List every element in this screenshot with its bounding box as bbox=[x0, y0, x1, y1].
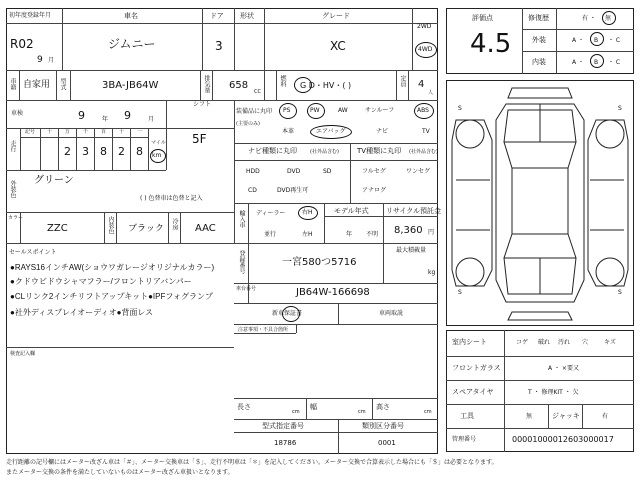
grade: XC bbox=[330, 39, 346, 53]
inspection-year: 9 bbox=[78, 109, 85, 122]
drive-2wd: 2WD bbox=[417, 23, 432, 30]
equip-item: PS bbox=[283, 107, 291, 114]
doors: 3 bbox=[215, 39, 223, 53]
height-label: 高さ bbox=[376, 403, 390, 411]
sales-point-line: ●社外ディスプレイオーディオ●背面レス bbox=[10, 308, 154, 317]
exterior-grade-value: B bbox=[594, 37, 599, 44]
equip-item: エアバッグ bbox=[316, 128, 346, 135]
plate-label: 登録番号 bbox=[238, 250, 245, 274]
tools-label: 工具 bbox=[460, 412, 474, 420]
spare-label: スペアタイヤ bbox=[452, 388, 494, 396]
exterior-color-label: 外装色 bbox=[9, 180, 16, 198]
fuel-label: 燃料 bbox=[279, 75, 286, 87]
equip-item: AW bbox=[338, 107, 348, 114]
equip-item: ABS bbox=[417, 107, 429, 114]
shift-label: シフト bbox=[193, 101, 212, 108]
capacity-unit: 人 bbox=[428, 90, 434, 96]
inspector-label: 検査記入欄 bbox=[10, 351, 36, 357]
navi-item: CD bbox=[248, 187, 257, 194]
exterior-color-note: ( ) 色替車は色替と記入 bbox=[140, 195, 203, 202]
memo-label: 注意事項・不具合箇所 bbox=[238, 327, 289, 333]
tv-item: ワンセグ bbox=[406, 168, 431, 175]
width-unit: cm bbox=[358, 409, 366, 415]
max-load-unit: kg bbox=[428, 269, 436, 276]
model-label: 型式 bbox=[59, 78, 66, 90]
car-name-label: 車名 bbox=[124, 12, 138, 20]
displacement-value: 658 bbox=[229, 80, 249, 91]
mileage-digit: 3 bbox=[82, 145, 89, 158]
mileage-place-label: 十 bbox=[119, 129, 125, 135]
tools-value: 無 bbox=[526, 413, 533, 420]
equip-item: サンルーフ bbox=[365, 107, 395, 114]
navi-item: SD bbox=[323, 168, 332, 175]
category-label: 類別区分番号 bbox=[362, 422, 404, 430]
tv-item: アナログ bbox=[362, 187, 387, 194]
recycle-value: 8,360 bbox=[394, 225, 423, 236]
capacity-value: 4 bbox=[418, 79, 425, 90]
grade-c: ・ C bbox=[608, 59, 621, 66]
max-load-label: 最大積載量 bbox=[396, 247, 427, 254]
inspection-month: 9 bbox=[124, 109, 131, 122]
equipment-label: 装備品に丸印 bbox=[236, 108, 273, 115]
handle-left: 左H bbox=[302, 231, 313, 238]
navi-item: HDD bbox=[246, 168, 260, 175]
interior-grade-label: 内装 bbox=[532, 58, 546, 66]
model-year-unknown: 不明 bbox=[366, 231, 379, 238]
grade-a: A ・ bbox=[572, 37, 585, 44]
mileage-place-label: 万 bbox=[65, 129, 71, 135]
mileage-grid bbox=[20, 128, 148, 170]
repair-value: 無 bbox=[605, 15, 612, 22]
handle-right: 右H bbox=[302, 209, 313, 216]
sales-point-line: ●CLリンク2インチリフトアップキット●IPFフォグランプ bbox=[10, 292, 213, 301]
inspection-label: 車検 bbox=[11, 110, 24, 117]
equip-item: 本革 bbox=[282, 128, 295, 135]
mileage-digit: 8 bbox=[100, 145, 107, 158]
car-name: ジムニー bbox=[108, 37, 156, 51]
color-code-label: カラー bbox=[8, 215, 24, 221]
diagram-side-label: S bbox=[618, 289, 622, 296]
equip-item: ナビ bbox=[376, 128, 389, 135]
grade-c: ・ C bbox=[608, 37, 621, 44]
diagram-side-label: S bbox=[618, 105, 622, 112]
seat-item: 穴 bbox=[582, 339, 589, 346]
seat-item: キズ bbox=[604, 339, 616, 346]
length-label: 長さ bbox=[237, 403, 251, 411]
mileage-place-label: 記号 bbox=[25, 129, 36, 135]
model-value: 3BA-JB64W bbox=[102, 80, 159, 91]
grade-a: A ・ bbox=[572, 59, 585, 66]
model-year-label: モデル年式 bbox=[334, 207, 369, 215]
repair-options: 有 ・ bbox=[582, 15, 596, 22]
height-unit: cm bbox=[424, 409, 432, 415]
seat-item: 汚れ bbox=[558, 339, 571, 346]
navi-item: DVD bbox=[287, 168, 301, 175]
drive-4wd: 4WD bbox=[418, 46, 433, 53]
type-designation-label: 型式指定番号 bbox=[262, 422, 304, 430]
interior-color-label: 内装色 bbox=[107, 216, 114, 234]
mileage-label: 走行 bbox=[9, 140, 16, 152]
first-reg-month-unit: 月 bbox=[48, 57, 55, 64]
exterior-grade-label: 外装 bbox=[532, 36, 546, 44]
jack-label: ジャッキ bbox=[552, 412, 580, 420]
navi-title: ナビ種類に丸印 bbox=[248, 147, 297, 155]
fuel-value: G D・HV・( ) bbox=[300, 81, 352, 90]
use-label: 車籍 bbox=[9, 78, 16, 90]
first-reg-era: R02 bbox=[10, 37, 34, 51]
capacity-label: 定員 bbox=[399, 75, 406, 87]
seat-item: コゲ bbox=[516, 339, 529, 346]
shape-label: 形状 bbox=[240, 12, 254, 20]
tv-item: フルセグ bbox=[362, 168, 386, 175]
mgmt-value: 00001000012603000017 bbox=[512, 435, 614, 444]
import-dealer: ディーラー bbox=[256, 210, 286, 217]
mgmt-label: 管理番号 bbox=[452, 436, 477, 443]
ac-value: AAC bbox=[195, 223, 216, 234]
equipment-sublabel: (主要のみ) bbox=[236, 121, 260, 127]
sales-point-line: ●クドウビドウシャマフラー/フロントリアバンパー bbox=[10, 277, 192, 286]
mileage-place-label: 千 bbox=[83, 129, 89, 135]
length-unit: cm bbox=[292, 409, 300, 415]
navi-item: DVD再生可 bbox=[277, 187, 309, 194]
chassis-label: 車台番号 bbox=[236, 286, 257, 292]
color-code-value: ZZC bbox=[47, 223, 68, 234]
mileage-digit: 2 bbox=[64, 145, 71, 158]
navi-note: (社外品含む) bbox=[310, 149, 339, 155]
sales-point-line: ●RAYS16インチAW(ショウワガレージオリジナルカラー) bbox=[10, 263, 215, 272]
equip-item: PW bbox=[310, 107, 320, 114]
width-label: 幅 bbox=[310, 403, 317, 411]
ac-label: 冷房 bbox=[171, 218, 178, 230]
import-parallel: 並行 bbox=[264, 231, 277, 238]
mileage-place-label: 十 bbox=[47, 129, 53, 135]
mileage-km: km bbox=[152, 152, 162, 159]
grade-label: グレード bbox=[322, 12, 350, 20]
jack-value: 有 bbox=[602, 413, 609, 420]
recycle-label: リサイクル預託金 bbox=[386, 207, 442, 215]
cc-unit: CC bbox=[254, 89, 261, 95]
eval-label: 評価点 bbox=[472, 14, 493, 22]
glass-value: A ・ ×要又 bbox=[548, 365, 579, 372]
displacement-label: 排気量 bbox=[203, 75, 210, 93]
mileage-digit: 2 bbox=[118, 145, 125, 158]
glass-label: フロントガラス bbox=[452, 364, 501, 372]
equip-item: TV bbox=[422, 128, 430, 135]
diagram-side-label: S bbox=[458, 289, 462, 296]
footer-note-2: またメーター交換の条件を満たしていないものはメーター改ざん車扱いとなります。 bbox=[6, 469, 234, 476]
chassis-value: JB64W-166698 bbox=[296, 287, 370, 298]
spare-value: T ・ 修理KIT ・ 欠 bbox=[528, 389, 579, 396]
category-value: 0001 bbox=[378, 439, 396, 447]
tv-note: (社外品含む) bbox=[409, 149, 438, 155]
tv-title: TV種類に丸印 bbox=[357, 147, 402, 155]
plate-value: 一宮580つ5716 bbox=[282, 257, 357, 268]
inspection-month-unit: 月 bbox=[148, 116, 155, 123]
car-outline-diagram bbox=[446, 80, 634, 326]
shift-value: 5F bbox=[192, 132, 207, 146]
door-label: ドア bbox=[210, 12, 224, 20]
sales-points-label: セールスポイント bbox=[9, 249, 57, 256]
seat-item: 破れ bbox=[538, 339, 551, 346]
model-year-unit: 年 bbox=[346, 231, 353, 238]
eval-score: 4.5 bbox=[470, 29, 512, 59]
footer-note-1: 走行距離の記号欄にはメーター改ざん車は「＃」、メーター交換車は「＄」、走行不明車は「＊」を記入してください。メーター交換で合算表示した場合にも「＄」は必要となります。 bbox=[6, 459, 498, 466]
type-designation-value: 18786 bbox=[274, 439, 297, 447]
first-reg-label: 初年度登録年月 bbox=[9, 12, 52, 19]
exterior-color-value: グリーン bbox=[34, 175, 74, 186]
inspection-year-unit: 年 bbox=[102, 116, 109, 123]
interior-grade-value: B bbox=[594, 59, 599, 66]
new-car-guarantee: 新車保証書 bbox=[272, 310, 303, 317]
owner-manual: 車両取説 bbox=[379, 310, 404, 317]
mileage-place-label: 百 bbox=[101, 129, 107, 135]
mileage-digit: 8 bbox=[136, 145, 143, 158]
repair-label: 修復歴 bbox=[528, 14, 549, 22]
first-reg-month: 9 bbox=[37, 55, 43, 65]
mileage-place-label: 一 bbox=[137, 129, 143, 135]
interior-seat-label: 室内シート bbox=[452, 338, 487, 346]
mileage-mile: マイル bbox=[151, 140, 166, 146]
diagram-side-label: S bbox=[458, 105, 462, 112]
interior-color-value: ブラック bbox=[128, 223, 164, 233]
use-value: 自家用 bbox=[23, 80, 51, 90]
recycle-unit: 円 bbox=[428, 229, 435, 236]
import-label: 輸入車 bbox=[238, 210, 245, 228]
